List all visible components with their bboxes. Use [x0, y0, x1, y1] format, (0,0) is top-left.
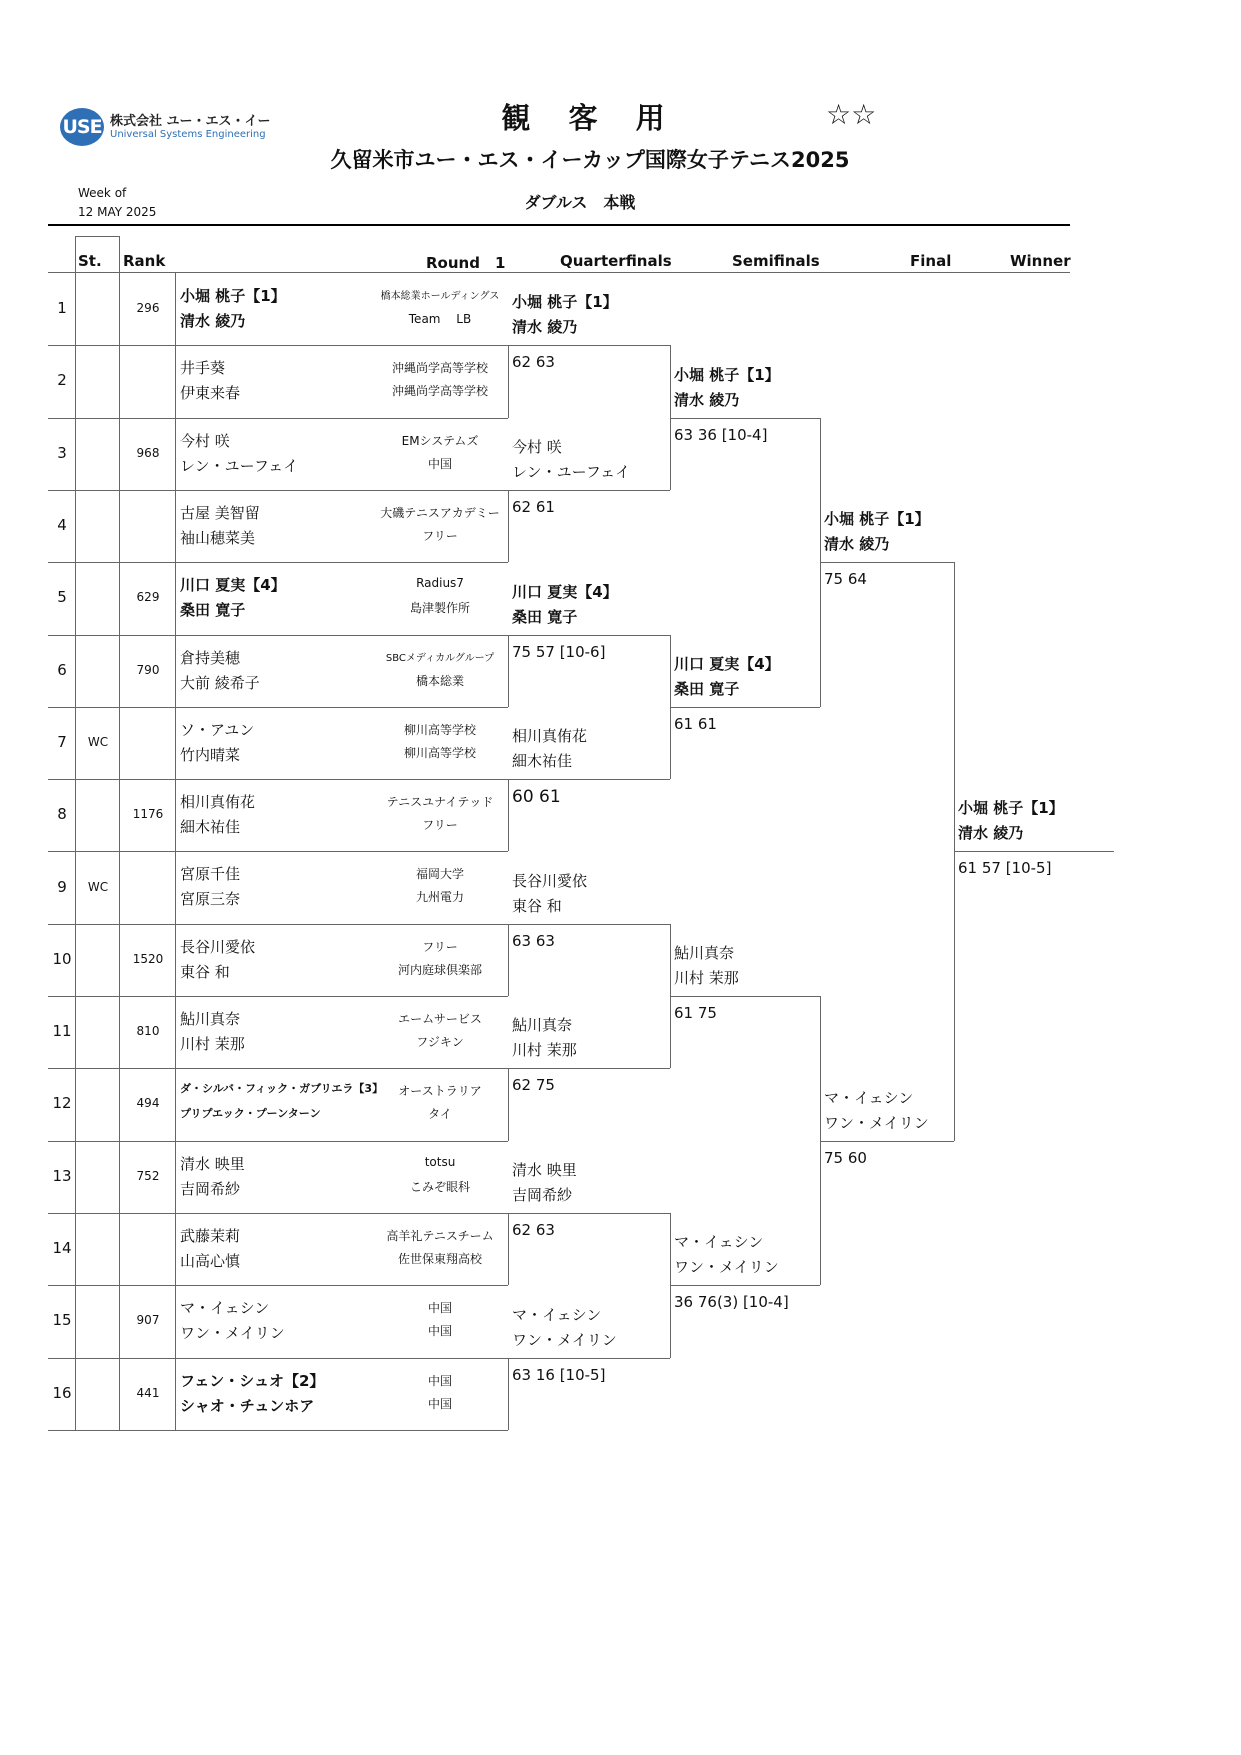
player-name: 井手葵 [180, 359, 226, 378]
draw-position: 14 [52, 1239, 72, 1258]
grid-row-line [48, 490, 508, 491]
partner-name: 吉岡希紗 [180, 1179, 241, 1198]
qf-score: 62 61 [512, 498, 555, 516]
rank: 629 [136, 590, 160, 605]
grid-row-line [48, 779, 508, 780]
qf-player: 長谷川愛依 [512, 872, 588, 890]
column-header-line [48, 272, 1070, 273]
draw-position: 6 [57, 660, 67, 679]
partner-club: 中国 [427, 1324, 452, 1339]
grid-row-line [48, 635, 508, 636]
draw-position: 1 [57, 299, 67, 318]
player-name: フェン・シュオ【2】 [180, 1371, 325, 1390]
final-partner: ワン・メイリン [824, 1114, 929, 1132]
partner-name: 東谷 和 [180, 962, 230, 981]
player-name: 小堀 桃子【1】 [180, 287, 286, 305]
qf-partner: 吉岡希紗 [512, 1186, 573, 1204]
grid-row-line [48, 996, 508, 997]
page-title: 観 客 用 [501, 101, 679, 135]
player-club: 橋本総業ホールディングス [380, 291, 500, 302]
grid-row-line [48, 1430, 508, 1431]
player-name: 古屋 美智留 [180, 503, 260, 522]
partner-club: 佐世保東翔高校 [397, 1251, 482, 1266]
player-name: ダ・シルバ・フィック・ガブリエラ【3】 [180, 1082, 384, 1096]
player-name: 倉持美穂 [180, 648, 241, 667]
winner-player: 小堀 桃子【1】 [958, 799, 1064, 817]
partner-club: 島津製作所 [409, 601, 470, 616]
qf-result-line [508, 635, 670, 636]
qf-result-line [508, 1213, 670, 1214]
draw-position: 4 [57, 516, 67, 535]
qf-partner: 川村 茉那 [512, 1041, 577, 1059]
sf-player: 鮎川真奈 [674, 944, 735, 962]
draw-position: 3 [57, 443, 67, 462]
grid-row-line [48, 1213, 508, 1214]
draw-position: 8 [57, 805, 67, 824]
sf-partner: 清水 綾乃 [674, 391, 740, 409]
qf-score: 60 61 [512, 787, 561, 807]
player-club: totsu [424, 1154, 456, 1169]
player-club: オーストラリア [398, 1084, 482, 1099]
partner-club: フリー [422, 528, 458, 543]
col-header-round1: Round 1 [426, 254, 506, 272]
draw-position: 12 [52, 1094, 72, 1113]
star-icons: ☆☆ [826, 98, 877, 131]
partner-club: 九州電力 [415, 890, 464, 905]
qf-result-line [508, 490, 670, 491]
company-logo [60, 106, 271, 150]
qf-score: 62 63 [512, 353, 555, 371]
winner-result-line [954, 851, 1114, 852]
qf-partner: 清水 綾乃 [512, 318, 578, 336]
partner-name: シャオ・チュンホア [180, 1396, 315, 1415]
player-club: Radius7 [416, 576, 464, 591]
partner-club: こみぞ眼科 [409, 1179, 470, 1194]
qf-player: マ・イェシン [512, 1306, 602, 1324]
status: WC [87, 734, 109, 749]
player-club: 福岡大学 [415, 867, 464, 882]
grid-row-line [48, 1358, 508, 1359]
partner-name: 大前 綾希子 [180, 673, 260, 692]
status: WC [87, 879, 109, 894]
sf-result-line [670, 996, 820, 997]
draw-position: 7 [57, 732, 67, 751]
player-club: SBCメディカルグループ [385, 652, 495, 664]
tournament-title: 久留米市ユー・エス・イーカップ国際女子テニス2025 [330, 148, 850, 172]
partner-name: プリプエック・プーンターン [180, 1107, 321, 1121]
partner-name: 清水 綾乃 [180, 312, 246, 330]
player-name: 鮎川真奈 [180, 1010, 241, 1028]
final-result-line [820, 1141, 954, 1142]
player-name: 清水 映里 [180, 1154, 245, 1173]
sf-partner: ワン・メイリン [674, 1258, 779, 1276]
qf-partner: ワン・メイリン [512, 1331, 617, 1349]
qf-partner: 細木祐佳 [512, 752, 573, 770]
winner-partner: 清水 綾乃 [958, 824, 1024, 842]
rank: 790 [136, 662, 160, 677]
rank: 907 [136, 1313, 160, 1328]
qf-result-line [508, 779, 670, 780]
rank: 810 [136, 1024, 160, 1039]
rank: 441 [136, 1385, 160, 1400]
grid-row-line [48, 562, 508, 563]
player-name: 武藤茉莉 [180, 1226, 241, 1245]
col-header-semifinals: Semifinals [732, 252, 820, 270]
logo-company-english: Universal Systems Engineering [110, 129, 266, 140]
partner-name: 川村 茉那 [180, 1035, 245, 1053]
partner-club: 沖縄尚学高等学校 [391, 384, 488, 399]
grid-row-line [48, 924, 508, 925]
final-result-line [820, 562, 954, 563]
sf-score: 63 36 [10-4] [674, 426, 768, 444]
col-header-winner: Winner [1010, 252, 1071, 270]
draw-position: 10 [52, 949, 72, 968]
draw-position: 11 [52, 1022, 72, 1041]
draw-position: 16 [52, 1383, 72, 1402]
sf-result-line [670, 1285, 820, 1286]
qf-player: 今村 咲 [512, 438, 562, 456]
partner-club: 橋本総業 [415, 673, 464, 688]
grid-top-st [75, 236, 119, 237]
sf-player: 小堀 桃子【1】 [674, 366, 780, 384]
partner-name: 宮原三奈 [180, 890, 241, 909]
qf-result-line [508, 1358, 670, 1359]
partner-name: レン・ユーフェイ [180, 456, 299, 475]
partner-club: フジキン [416, 1035, 464, 1049]
partner-name: 細木祐佳 [180, 818, 241, 837]
qf-player: 川口 夏実【4】 [512, 583, 618, 601]
qf-player: 小堀 桃子【1】 [512, 293, 618, 311]
sf-player: 川口 夏実【4】 [674, 655, 780, 673]
sf-result-line [670, 418, 820, 419]
player-club: EMシステムズ [401, 433, 479, 448]
qf-partner: 東谷 和 [512, 897, 562, 915]
col-header-quarterfinals: Quarterfinals [560, 252, 672, 270]
qf-partner: レン・ユーフェイ [512, 463, 631, 481]
winner-score: 61 57 [10-5] [958, 859, 1052, 877]
sf-partner: 川村 茉那 [674, 969, 739, 987]
player-club: 中国 [427, 1373, 452, 1388]
week-date: 12 MAY 2025 [78, 205, 157, 219]
week-label: Week of [78, 186, 127, 200]
player-name: 相川真侑花 [180, 793, 256, 812]
partner-club: 中国 [427, 456, 452, 471]
col-header-st: St. [78, 252, 102, 270]
grid-row-line [48, 1285, 508, 1286]
rank: 1176 [132, 807, 164, 822]
player-club: テニスユナイテッド [386, 795, 494, 810]
player-club: 柳川高等学校 [403, 722, 476, 737]
partner-club: 柳川高等学校 [403, 745, 476, 760]
player-club: 高羊礼テニスチーム [386, 1228, 494, 1243]
player-club: 大磯テニスアカデミー [380, 505, 500, 520]
grid-row-line [48, 345, 508, 346]
draw-position: 9 [57, 877, 67, 896]
rank: 494 [136, 1096, 160, 1111]
draw-position: 13 [52, 1166, 72, 1185]
sf-score: 36 76(3) [10-4] [674, 1293, 789, 1311]
logo-company-name: 株式会社 ユー・エス・イー [110, 114, 271, 129]
grid-row-line [48, 851, 508, 852]
partner-club: タイ [428, 1107, 452, 1122]
qf-result-line [508, 345, 670, 346]
sf-score: 61 75 [674, 1004, 717, 1022]
partner-club: Team LB [408, 312, 472, 326]
player-club: 沖縄尚学高等学校 [391, 361, 488, 376]
partner-name: 伊東来春 [180, 384, 241, 403]
partner-club: フリー [422, 818, 458, 833]
final-score: 75 64 [824, 570, 867, 588]
rank: 752 [136, 1168, 160, 1183]
qf-result-line [508, 1068, 670, 1069]
qf-score: 63 63 [512, 932, 555, 950]
header-divider [48, 224, 1070, 226]
draw-position: 5 [57, 588, 67, 607]
partner-club: 中国 [427, 1396, 452, 1411]
sf-result-line [670, 707, 820, 708]
rank: 296 [136, 301, 160, 316]
grid-row-line [48, 1068, 508, 1069]
player-name: ソ・アユン [180, 720, 255, 739]
sf-player: マ・イェシン [674, 1233, 764, 1251]
logo-badge: USE [60, 108, 104, 146]
event-name: ダブルス 本戦 [524, 193, 636, 212]
final-player: 小堀 桃子【1】 [824, 510, 930, 528]
r1-connector [508, 779, 509, 851]
grid-row-line [48, 707, 508, 708]
grid-row-line [48, 418, 508, 419]
qf-player: 相川真侑花 [512, 727, 588, 745]
player-name: 長谷川愛依 [180, 937, 256, 956]
final-partner: 清水 綾乃 [824, 535, 890, 553]
player-name: 宮原千佳 [180, 865, 241, 884]
qf-score: 63 16 [10-5] [512, 1366, 606, 1384]
rank: 1520 [132, 951, 164, 966]
qf-score: 75 57 [10-6] [512, 643, 606, 661]
qf-partner: 桑田 寛子 [512, 608, 578, 626]
sf-partner: 桑田 寛子 [674, 680, 740, 698]
col-header-rank: Rank [123, 252, 166, 270]
final-player: マ・イェシン [824, 1089, 914, 1107]
partner-name: 桑田 寛子 [180, 601, 246, 620]
qf-player: 鮎川真奈 [512, 1016, 573, 1034]
draw-position: 2 [57, 371, 67, 390]
grid-row-line [48, 1141, 508, 1142]
partner-name: 袖山穂菜美 [180, 528, 256, 547]
qf-player: 清水 映里 [512, 1161, 577, 1179]
partner-name: 竹内晴菜 [180, 745, 241, 764]
player-club: エームサービス [398, 1012, 482, 1026]
partner-name: 山高心慎 [180, 1251, 241, 1270]
grid-vline-rank [119, 236, 120, 1430]
draw-position: 15 [52, 1311, 72, 1330]
col-header-final: Final [910, 252, 952, 270]
player-name: 今村 咲 [180, 431, 230, 450]
partner-name: ワン・メイリン [180, 1324, 285, 1343]
player-club: フリー [422, 939, 458, 954]
qf-score: 62 75 [512, 1076, 555, 1094]
rank: 968 [136, 445, 160, 460]
final-score: 75 60 [824, 1149, 867, 1167]
sf-score: 61 61 [674, 715, 717, 733]
partner-club: 河内庭球倶楽部 [397, 962, 482, 977]
qf-result-line [508, 924, 670, 925]
qf-score: 62 63 [512, 1221, 555, 1239]
player-club: 中国 [427, 1301, 452, 1316]
player-name: 川口 夏実【4】 [180, 576, 286, 595]
player-name: マ・イェシン [180, 1299, 270, 1318]
